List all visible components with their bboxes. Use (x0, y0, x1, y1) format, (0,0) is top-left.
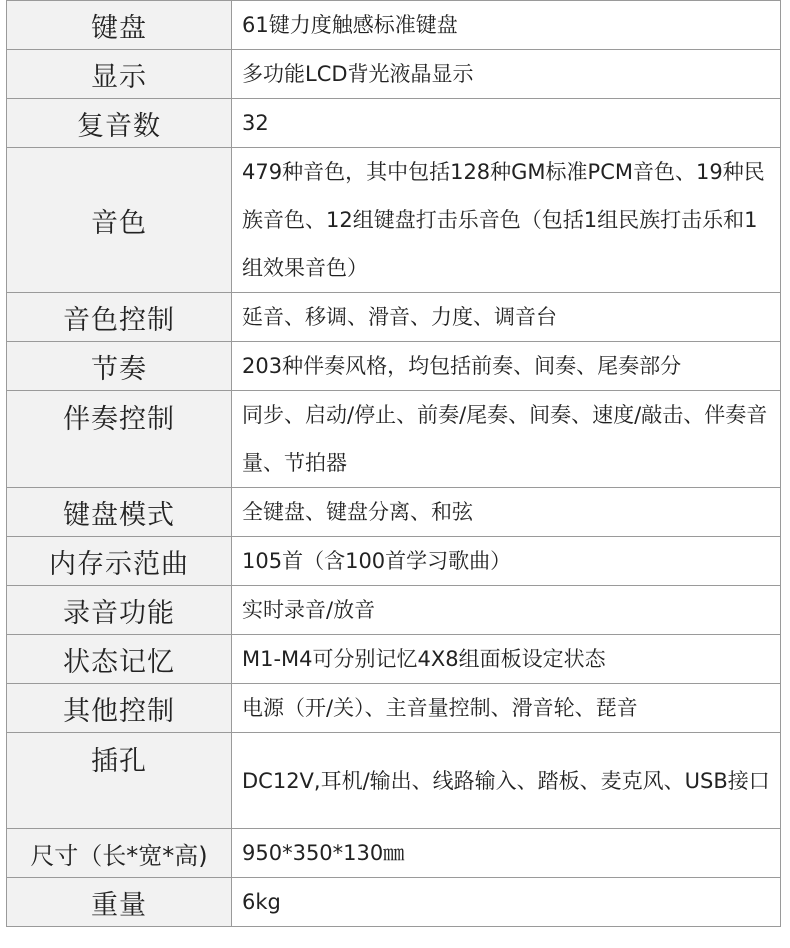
row-polyphony (7, 99, 781, 148)
label-tones: 音色 (7, 148, 232, 293)
label-tone-control: 音色控制 (7, 293, 232, 342)
label-display: 显示 (7, 50, 232, 99)
row-keyboard-mode (7, 488, 781, 537)
label-jacks: 插孔 (7, 733, 232, 829)
spec-table (6, 0, 781, 927)
row-rhythm (7, 342, 781, 391)
label-keyboard: 键盘 (7, 1, 232, 50)
row-other-control (7, 684, 781, 733)
value-accompaniment-control: 同步、启动/停止、前奏/尾奏、间奏、速度/敲击、伴奏音量、节拍器 (232, 391, 781, 488)
value-other-control: 电源（开/关）、主音量控制、滑音轮、琵音 (232, 684, 781, 733)
value-recording: 实时录音/放音 (232, 586, 781, 635)
label-rhythm: 节奏 (7, 342, 232, 391)
label-recording: 录音功能 (7, 586, 232, 635)
row-dimensions (7, 829, 781, 878)
value-memory: M1-M4可分别记忆4X8组面板设定状态 (232, 635, 781, 684)
value-rhythm: 203种伴奏风格，均包括前奏、间奏、尾奏部分 (232, 342, 781, 391)
label-demo-songs: 内存示范曲 (7, 537, 232, 586)
row-demo-songs (7, 537, 781, 586)
value-tones: 479种音色，其中包括128种GM标准PCM音色、19种民族音色、12组键盘打击乐音色（包括1组民族打击乐和1组效果音色） (232, 148, 781, 293)
value-keyboard: 61键力度触感标准键盘 (232, 1, 781, 50)
row-recording (7, 586, 781, 635)
row-memory (7, 635, 781, 684)
value-keyboard-mode: 全键盘、键盘分离、和弦 (232, 488, 781, 537)
value-weight: 6kg (232, 878, 781, 927)
label-memory: 状态记忆 (7, 635, 232, 684)
value-demo-songs: 105首（含100首学习歌曲） (232, 537, 781, 586)
row-tone-control (7, 293, 781, 342)
label-accompaniment-control: 伴奏控制 (7, 391, 232, 488)
value-display: 多功能LCD背光液晶显示 (232, 50, 781, 99)
label-other-control: 其他控制 (7, 684, 232, 733)
value-polyphony: 32 (232, 99, 781, 148)
label-weight: 重量 (7, 878, 232, 927)
value-dimensions: 950*350*130㎜ (232, 829, 781, 878)
label-polyphony: 复音数 (7, 99, 232, 148)
row-weight (7, 878, 781, 927)
label-dimensions: 尺寸（长*宽*高) (7, 829, 232, 878)
row-keyboard (7, 1, 781, 50)
row-tones (7, 148, 781, 293)
row-jacks (7, 733, 781, 829)
label-keyboard-mode: 键盘模式 (7, 488, 232, 537)
value-tone-control: 延音、移调、滑音、力度、调音台 (232, 293, 781, 342)
row-display (7, 50, 781, 99)
value-jacks: DC12V,耳机/输出、线路输入、踏板、麦克风、USB接口 (232, 733, 781, 829)
row-accompaniment-control (7, 391, 781, 488)
